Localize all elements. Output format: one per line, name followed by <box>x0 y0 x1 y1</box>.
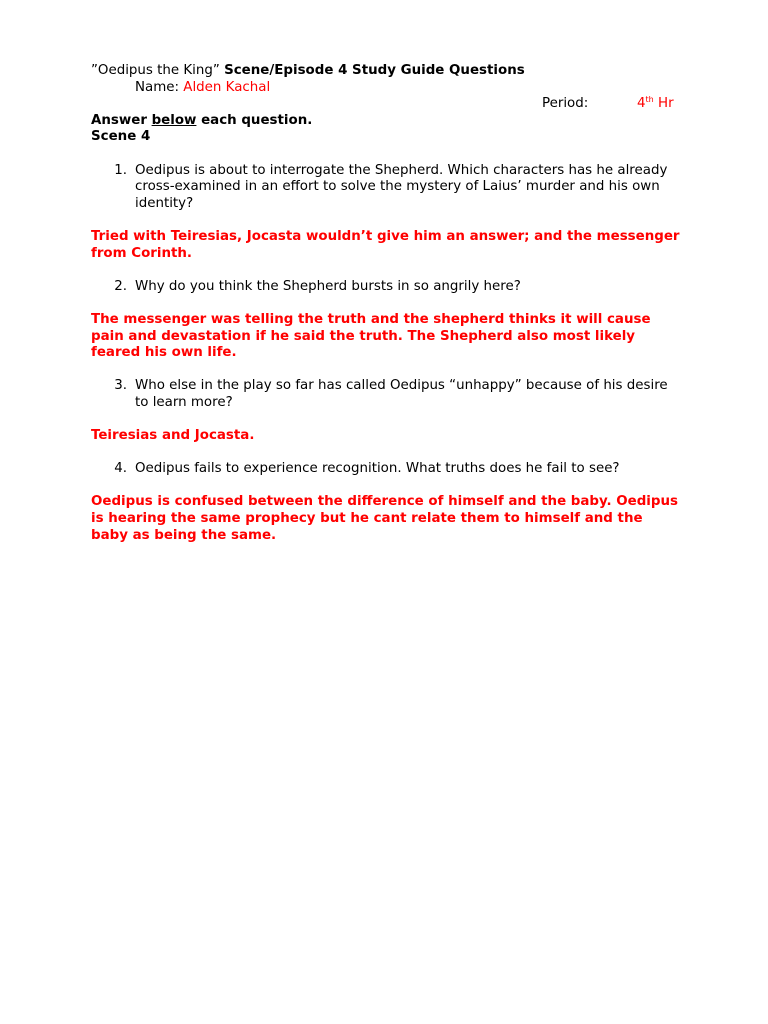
instructions-prefix: Answer <box>91 112 152 128</box>
question-text: Oedipus fails to experience recognition. What truths does he fail to see? <box>135 461 620 477</box>
title-bold: Scene/Episode 4 Study Guide Questions <box>224 63 525 78</box>
period-unit: Hr <box>653 96 674 112</box>
question-text: Oedipus is about to interrogate the Shepherd. Which characters has he already cross-examined in an effort to solve the mystery of Laius’ murder and his own identity? <box>135 162 668 211</box>
scene-heading: Scene 4 <box>91 129 151 145</box>
name-line <box>91 80 681 97</box>
period-line <box>91 96 681 113</box>
name-value: Alden Kachal <box>183 79 271 95</box>
answer-text: Tried with Teiresias, Jocasta wouldn’t give him an answer; and the messenger from Corinth. <box>91 228 680 261</box>
question-number: 4. <box>114 461 127 477</box>
answer-text: Oedipus is confused between the difference of himself and the baby. Oedipus is hearing the same prophecy but he cant relate them to himself and the baby as being the same. <box>91 494 678 543</box>
question-item <box>91 279 681 296</box>
question-item <box>91 461 681 478</box>
question-text: Who else in the play so far has called Oedipus “unhappy” because of his desire to learn more? <box>135 378 668 410</box>
instructions-suffix: each question. <box>196 112 313 128</box>
period-value <box>637 96 674 113</box>
document-body <box>91 63 681 544</box>
question-item <box>91 163 681 213</box>
period-label: Period: <box>542 96 589 112</box>
period-number: 4 <box>637 96 646 112</box>
period-superscript: th <box>645 95 654 105</box>
instructions-underlined: below <box>151 112 197 128</box>
answer-text: The messenger was telling the truth and the shepherd thinks it will cause pain and devastation if he said the truth. The Shepherd also most likely feared his own life. <box>91 311 651 361</box>
question-number: 3. <box>114 378 127 394</box>
title-plain: ”Oedipus the King” <box>91 63 225 78</box>
name-label: Name: <box>135 79 184 95</box>
question-item <box>91 378 681 411</box>
document-title <box>91 63 681 80</box>
answer-text: Teiresias and Jocasta. <box>91 428 255 444</box>
question-text: Why do you think the Shepherd bursts in so angrily here? <box>135 278 521 294</box>
instructions-line <box>91 113 681 130</box>
question-number: 2. <box>114 278 127 294</box>
question-number: 1. <box>114 162 127 178</box>
